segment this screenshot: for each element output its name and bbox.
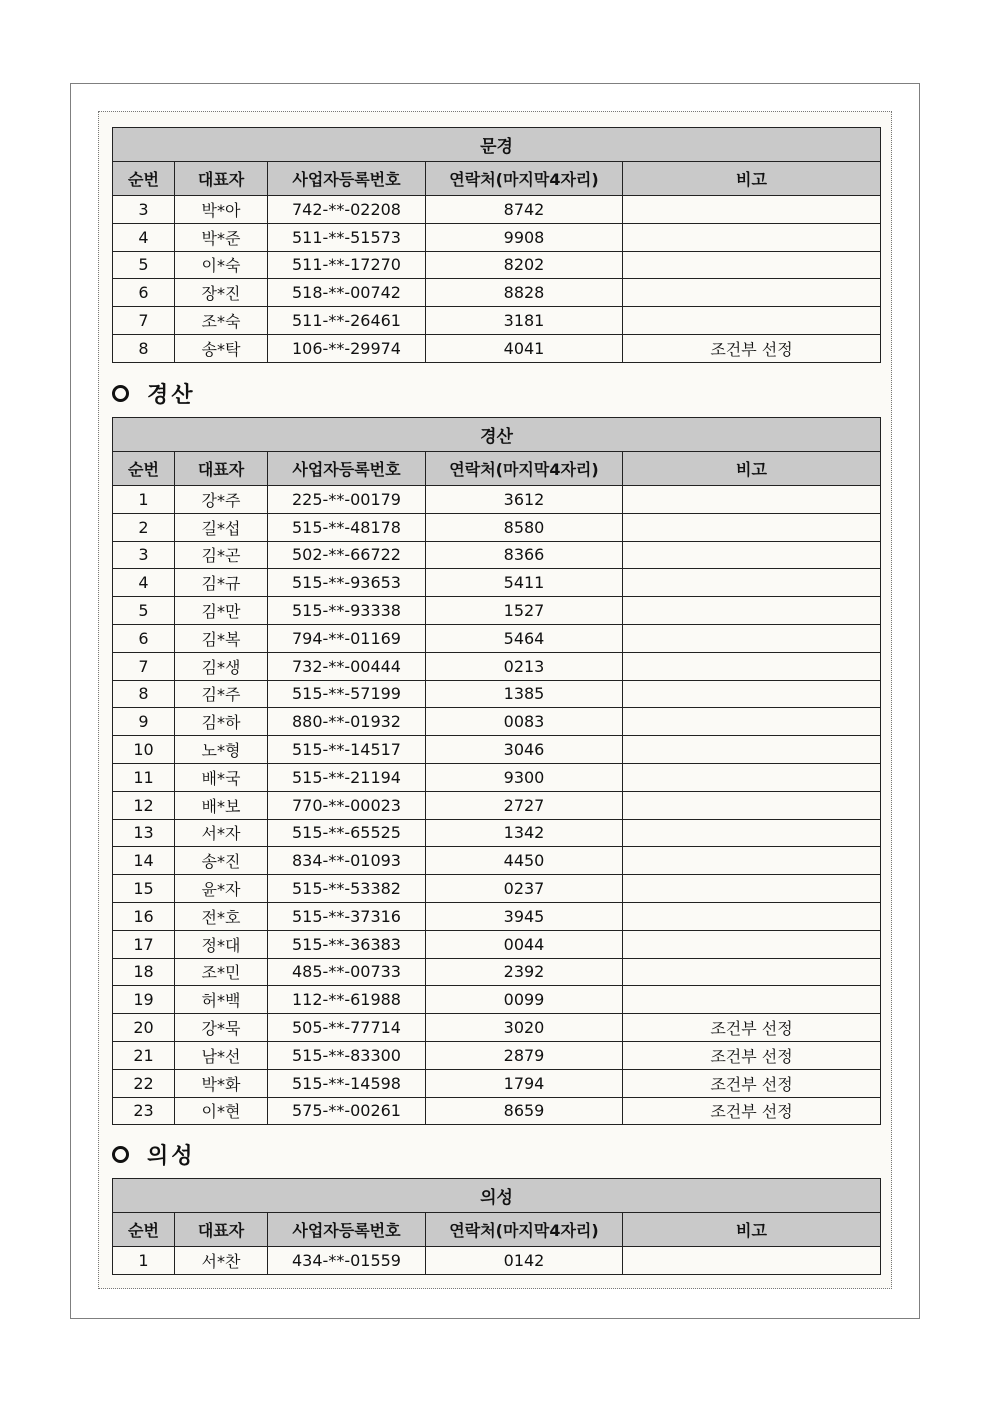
cell-no: 11 (113, 763, 175, 791)
cell-representative: 김*규 (175, 569, 268, 597)
section-heading-uiseong (112, 1139, 196, 1169)
cell-representative: 노*형 (175, 736, 268, 764)
cell-representative: 김*복 (175, 624, 268, 652)
section-heading-gyeongsan (112, 378, 196, 408)
col-header-no: 순번 (113, 1213, 175, 1247)
cell-note (623, 251, 881, 279)
cell-contact: 8202 (426, 251, 623, 279)
cell-representative: 김*곤 (175, 541, 268, 569)
cell-representative: 김*하 (175, 708, 268, 736)
table-row (113, 763, 881, 791)
table-row (113, 986, 881, 1014)
cell-no: 6 (113, 279, 175, 307)
cell-business-number: 511-**-17270 (268, 251, 426, 279)
cell-note (623, 569, 881, 597)
table-row (113, 1041, 881, 1069)
cell-note (623, 652, 881, 680)
cell-representative: 김*주 (175, 680, 268, 708)
cell-contact: 3945 (426, 902, 623, 930)
cell-contact: 3612 (426, 486, 623, 514)
cell-business-number: 515-**-21194 (268, 763, 426, 791)
section-heading-label: 경산 (147, 382, 196, 408)
cell-representative: 서*자 (175, 819, 268, 847)
table-row (113, 624, 881, 652)
table-row (113, 334, 881, 362)
table-title: 경산 (113, 418, 881, 452)
table-row (113, 791, 881, 819)
cell-note (623, 986, 881, 1014)
mungyeong-table (112, 127, 881, 363)
cell-business-number: 515-**-53382 (268, 875, 426, 903)
cell-business-number: 511-**-26461 (268, 307, 426, 335)
cell-business-number: 502-**-66722 (268, 541, 426, 569)
table-title: 문경 (113, 128, 881, 162)
cell-business-number: 732-**-00444 (268, 652, 426, 680)
cell-business-number: 112-**-61988 (268, 986, 426, 1014)
cell-note (623, 541, 881, 569)
cell-no: 12 (113, 791, 175, 819)
cell-business-number: 106-**-29974 (268, 334, 426, 362)
cell-representative: 박*아 (175, 196, 268, 224)
table-row (113, 569, 881, 597)
table-row (113, 847, 881, 875)
cell-contact: 1385 (426, 680, 623, 708)
cell-note (623, 624, 881, 652)
cell-no: 19 (113, 986, 175, 1014)
cell-no: 4 (113, 569, 175, 597)
cell-business-number: 770-**-00023 (268, 791, 426, 819)
cell-contact: 0213 (426, 652, 623, 680)
cell-contact: 5411 (426, 569, 623, 597)
cell-note (623, 875, 881, 903)
cell-business-number: 485-**-00733 (268, 958, 426, 986)
cell-no: 13 (113, 819, 175, 847)
table-row (113, 958, 881, 986)
cell-representative: 배*보 (175, 791, 268, 819)
cell-no: 7 (113, 307, 175, 335)
cell-contact: 2392 (426, 958, 623, 986)
col-header-contact: 연락처(마지막4자리) (426, 452, 623, 486)
table-row (113, 541, 881, 569)
cell-note (623, 902, 881, 930)
cell-business-number: 794-**-01169 (268, 624, 426, 652)
cell-contact: 0099 (426, 986, 623, 1014)
cell-note (623, 819, 881, 847)
cell-representative: 장*진 (175, 279, 268, 307)
col-header-representative: 대표자 (175, 452, 268, 486)
cell-note (623, 680, 881, 708)
table-row (113, 196, 881, 224)
cell-contact: 0044 (426, 930, 623, 958)
table-row (113, 930, 881, 958)
table-row (113, 736, 881, 764)
cell-note (623, 307, 881, 335)
cell-no: 3 (113, 541, 175, 569)
cell-business-number: 515-**-83300 (268, 1041, 426, 1069)
cell-business-number: 225-**-00179 (268, 486, 426, 514)
table-row (113, 486, 881, 514)
cell-contact: 1527 (426, 597, 623, 625)
cell-representative: 이*현 (175, 1097, 268, 1125)
cell-note (623, 708, 881, 736)
col-header-note: 비고 (623, 1213, 881, 1247)
cell-representative: 조*민 (175, 958, 268, 986)
cell-representative: 서*찬 (175, 1247, 268, 1275)
gyeongsan-table (112, 417, 881, 1125)
cell-business-number: 505-**-77714 (268, 1014, 426, 1042)
cell-no: 8 (113, 680, 175, 708)
cell-representative: 배*국 (175, 763, 268, 791)
cell-no: 23 (113, 1097, 175, 1125)
table-row (113, 680, 881, 708)
cell-business-number: 515-**-14517 (268, 736, 426, 764)
cell-no: 1 (113, 486, 175, 514)
cell-contact: 1342 (426, 819, 623, 847)
cell-contact: 8366 (426, 541, 623, 569)
table-title: 의성 (113, 1179, 881, 1213)
table-row (113, 513, 881, 541)
col-header-business-number: 사업자등록번호 (268, 452, 426, 486)
cell-representative: 송*탁 (175, 334, 268, 362)
cell-contact: 9908 (426, 223, 623, 251)
cell-note (623, 847, 881, 875)
cell-no: 5 (113, 597, 175, 625)
cell-no: 9 (113, 708, 175, 736)
cell-contact: 5464 (426, 624, 623, 652)
cell-business-number: 511-**-51573 (268, 223, 426, 251)
cell-no: 22 (113, 1069, 175, 1097)
cell-no: 15 (113, 875, 175, 903)
cell-no: 2 (113, 513, 175, 541)
cell-no: 16 (113, 902, 175, 930)
uiseong-table (112, 1178, 881, 1275)
cell-contact: 1794 (426, 1069, 623, 1097)
cell-representative: 윤*자 (175, 875, 268, 903)
cell-contact: 4450 (426, 847, 623, 875)
circle-bullet-icon (112, 1146, 129, 1163)
col-header-no: 순번 (113, 162, 175, 196)
table-row (113, 307, 881, 335)
cell-business-number: 515-**-93653 (268, 569, 426, 597)
cell-business-number: 515-**-57199 (268, 680, 426, 708)
cell-representative: 강*주 (175, 486, 268, 514)
table-row (113, 1247, 881, 1275)
cell-contact: 3020 (426, 1014, 623, 1042)
cell-representative: 남*선 (175, 1041, 268, 1069)
col-header-business-number: 사업자등록번호 (268, 1213, 426, 1247)
col-header-note: 비고 (623, 452, 881, 486)
table-row (113, 1097, 881, 1125)
cell-no: 14 (113, 847, 175, 875)
cell-no: 4 (113, 223, 175, 251)
table-row (113, 279, 881, 307)
table-row (113, 1069, 881, 1097)
table-row (113, 902, 881, 930)
cell-contact: 3046 (426, 736, 623, 764)
cell-note (623, 736, 881, 764)
cell-note (623, 1247, 881, 1275)
cell-no: 6 (113, 624, 175, 652)
cell-no: 8 (113, 334, 175, 362)
cell-representative: 이*숙 (175, 251, 268, 279)
cell-contact: 4041 (426, 334, 623, 362)
section-heading-label: 의성 (147, 1143, 196, 1169)
table-row (113, 1014, 881, 1042)
cell-contact: 0237 (426, 875, 623, 903)
cell-contact: 0083 (426, 708, 623, 736)
cell-note (623, 958, 881, 986)
cell-contact: 8742 (426, 196, 623, 224)
cell-contact: 9300 (426, 763, 623, 791)
cell-business-number: 834-**-01093 (268, 847, 426, 875)
cell-note: 조건부 선정 (623, 1041, 881, 1069)
cell-no: 1 (113, 1247, 175, 1275)
cell-representative: 정*대 (175, 930, 268, 958)
cell-contact: 8659 (426, 1097, 623, 1125)
cell-contact: 2879 (426, 1041, 623, 1069)
col-header-representative: 대표자 (175, 162, 268, 196)
cell-note (623, 279, 881, 307)
cell-no: 3 (113, 196, 175, 224)
cell-note: 조건부 선정 (623, 1014, 881, 1042)
cell-note (623, 223, 881, 251)
cell-note (623, 486, 881, 514)
cell-note: 조건부 선정 (623, 1069, 881, 1097)
cell-representative: 송*진 (175, 847, 268, 875)
cell-business-number: 515-**-93338 (268, 597, 426, 625)
cell-no: 5 (113, 251, 175, 279)
cell-business-number: 518-**-00742 (268, 279, 426, 307)
table-row (113, 652, 881, 680)
cell-business-number: 515-**-65525 (268, 819, 426, 847)
cell-representative: 강*묵 (175, 1014, 268, 1042)
cell-representative: 박*화 (175, 1069, 268, 1097)
table-row (113, 819, 881, 847)
cell-representative: 전*호 (175, 902, 268, 930)
cell-representative: 허*백 (175, 986, 268, 1014)
cell-contact: 2727 (426, 791, 623, 819)
cell-business-number: 880-**-01932 (268, 708, 426, 736)
cell-contact: 3181 (426, 307, 623, 335)
cell-no: 10 (113, 736, 175, 764)
cell-business-number: 742-**-02208 (268, 196, 426, 224)
cell-business-number: 515-**-14598 (268, 1069, 426, 1097)
cell-business-number: 515-**-36383 (268, 930, 426, 958)
cell-no: 7 (113, 652, 175, 680)
cell-business-number: 515-**-48178 (268, 513, 426, 541)
cell-contact: 8580 (426, 513, 623, 541)
table-row (113, 223, 881, 251)
cell-no: 17 (113, 930, 175, 958)
table-row (113, 251, 881, 279)
cell-note (623, 597, 881, 625)
col-header-contact: 연락처(마지막4자리) (426, 162, 623, 196)
cell-representative: 박*준 (175, 223, 268, 251)
cell-note: 조건부 선정 (623, 334, 881, 362)
cell-note (623, 196, 881, 224)
cell-note (623, 763, 881, 791)
cell-note: 조건부 선정 (623, 1097, 881, 1125)
cell-business-number: 575-**-00261 (268, 1097, 426, 1125)
cell-representative: 김*만 (175, 597, 268, 625)
cell-no: 20 (113, 1014, 175, 1042)
col-header-representative: 대표자 (175, 1213, 268, 1247)
cell-representative: 김*생 (175, 652, 268, 680)
cell-note (623, 791, 881, 819)
col-header-contact: 연락처(마지막4자리) (426, 1213, 623, 1247)
cell-no: 21 (113, 1041, 175, 1069)
table-row (113, 597, 881, 625)
cell-note (623, 513, 881, 541)
cell-contact: 0142 (426, 1247, 623, 1275)
cell-no: 18 (113, 958, 175, 986)
cell-representative: 길*섭 (175, 513, 268, 541)
cell-note (623, 930, 881, 958)
cell-representative: 조*숙 (175, 307, 268, 335)
col-header-business-number: 사업자등록번호 (268, 162, 426, 196)
col-header-note: 비고 (623, 162, 881, 196)
cell-business-number: 434-**-01559 (268, 1247, 426, 1275)
table-row (113, 708, 881, 736)
col-header-no: 순번 (113, 452, 175, 486)
circle-bullet-icon (112, 385, 129, 402)
cell-contact: 8828 (426, 279, 623, 307)
cell-business-number: 515-**-37316 (268, 902, 426, 930)
table-row (113, 875, 881, 903)
